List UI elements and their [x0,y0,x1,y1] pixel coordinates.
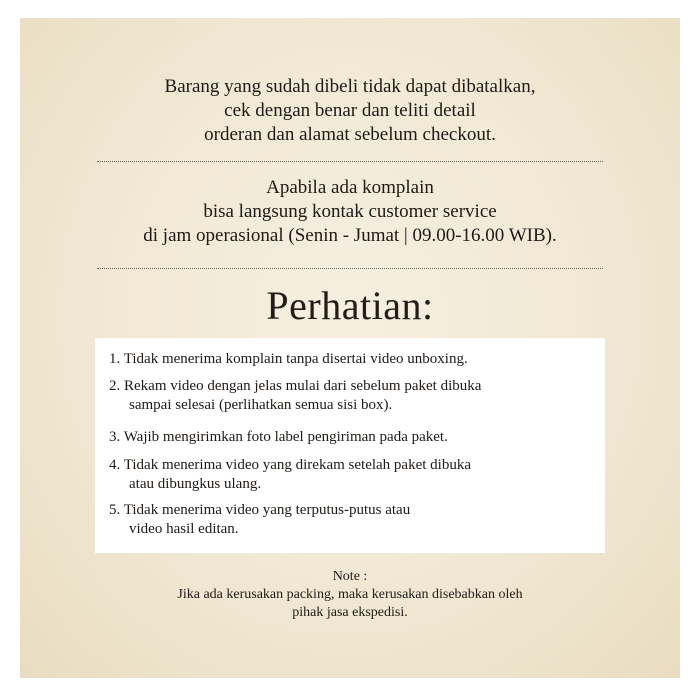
rule-text-continued: video hasil editan. [129,521,239,537]
dotted-divider [97,161,603,162]
contact-line: bisa langsung kontak customer service [203,201,497,222]
intro-line: Barang yang sudah dibeli tidak dapat dibatalkan, [164,76,536,97]
intro-line: cek dengan benar dan teliti detail [224,100,476,121]
rule-text: 5. Tidak menerima video yang terputus-putus atau [109,502,411,518]
rule-item [109,428,448,447]
rule-text: 4. Tidak menerima video yang direkam setelah paket dibuka [109,457,471,473]
notice-card [20,18,680,678]
rule-text-continued: atau dibungkus ulang. [129,476,262,492]
contact-line: Apabila ada komplain [266,177,434,198]
rule-text: 1. Tidak menerima komplain tanpa disertai video unboxing. [109,351,468,367]
rule-item [109,377,481,415]
note-line: pihak jasa ekspedisi. [292,605,408,620]
dotted-divider [97,268,603,269]
note-line: Jika ada kerusakan packing, maka kerusakan disebabkan oleh [177,587,523,602]
rule-item [109,456,471,494]
rule-text: 2. Rekam video dengan jelas mulai dari sebelum paket dibuka [109,378,482,394]
rule-item [109,350,468,369]
intro-text [20,75,680,147]
rule-item [109,501,410,539]
note-label: Note : [332,569,368,584]
rules-box [95,338,605,553]
intro-line: orderan dan alamat sebelum checkout. [204,124,496,145]
contact-line: di jam operasional (Senin - Jumat | 09.00-16.00 WIB). [143,225,557,246]
rule-text: 3. Wajib mengirimkan foto label pengiriman pada paket. [109,429,448,445]
contact-text [20,176,680,248]
note-section [20,568,680,622]
page-title: Perhatian: [266,283,434,328]
rule-text-continued: sampai selesai (perlihatkan semua sisi box). [129,397,393,413]
